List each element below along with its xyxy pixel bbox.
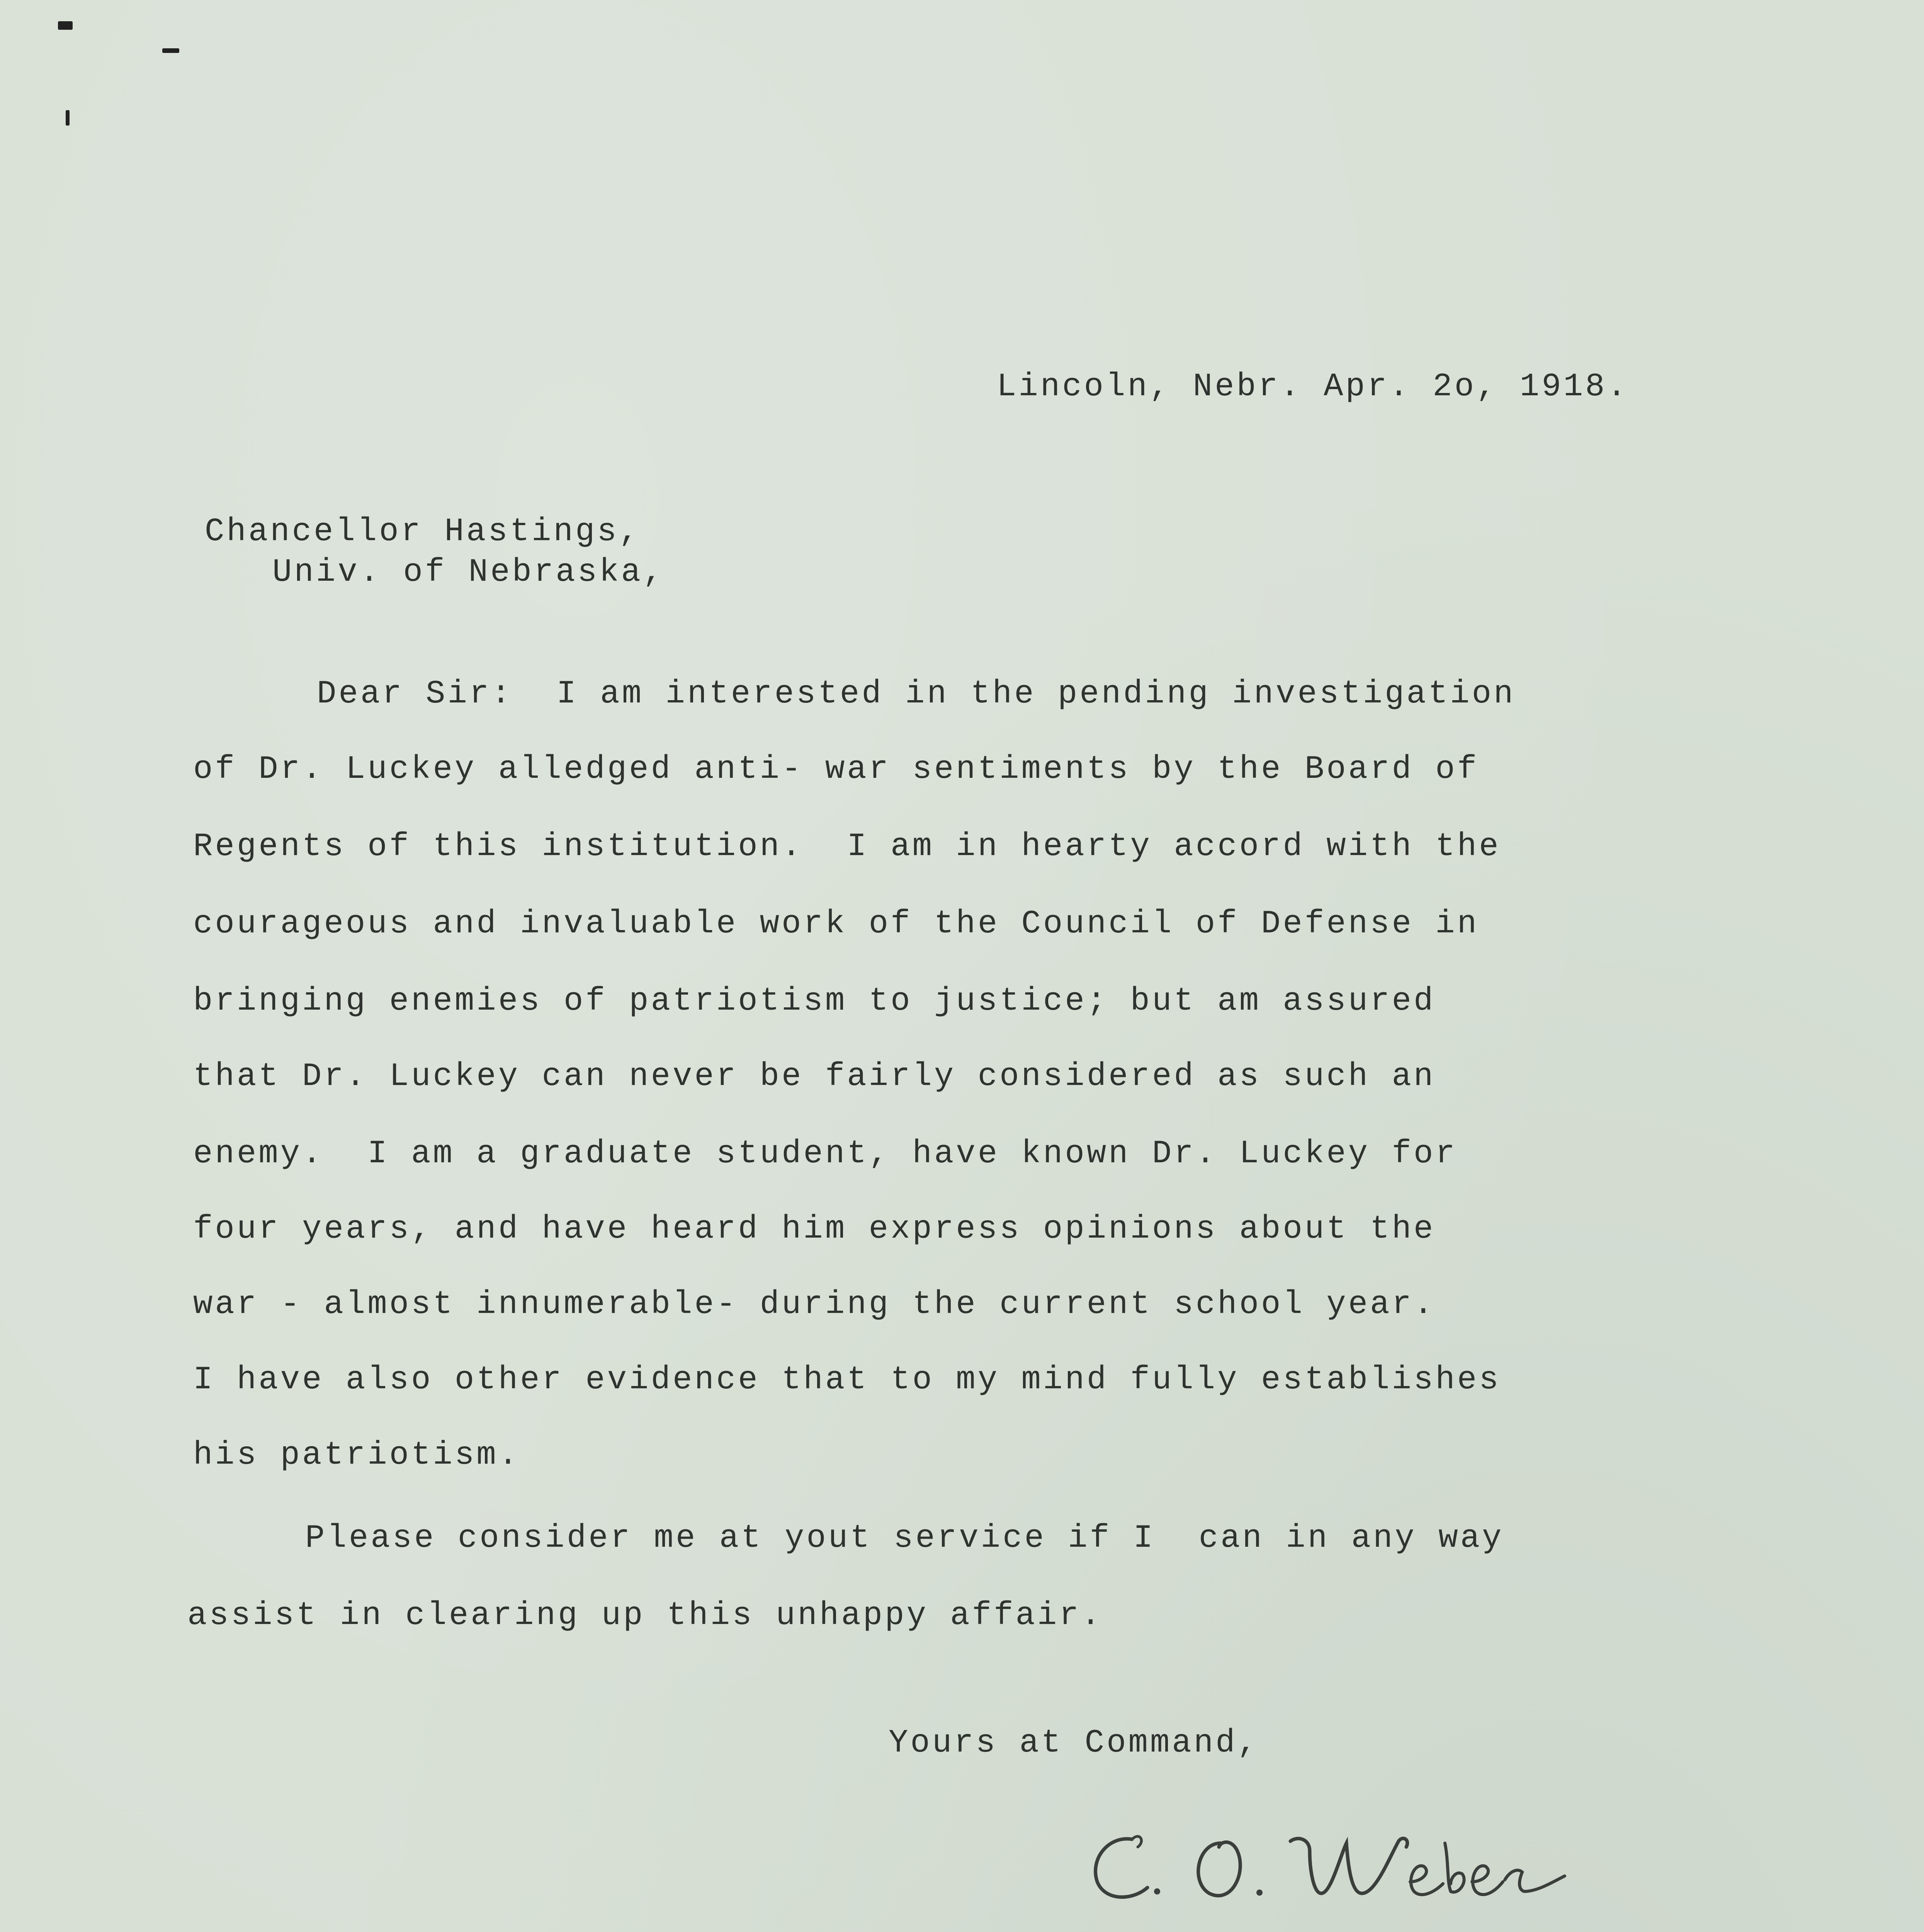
body-line: that Dr. Luckey can never be fairly considered as such an [193, 1058, 1436, 1095]
body-line: Regents of this institution. I am in hearty accord with the [193, 828, 1501, 865]
signature [1074, 1804, 1615, 1920]
edge-mark-top [58, 21, 73, 30]
body-line: I have also other evidence that to my mind fully establishes [193, 1362, 1501, 1398]
body-line: war - almost innumerable- during the current school year. [193, 1286, 1436, 1323]
body-line: courageous and invaluable work of the Council of Defense in [193, 906, 1479, 942]
recipient-institution: Univ. of Nebraska, [272, 554, 665, 591]
body-line: assist in clearing up this unhappy affair. [187, 1597, 1103, 1634]
edge-mark-small [66, 110, 70, 126]
body-line: bringing enemies of patriotism to justice; but am assured [193, 983, 1436, 1020]
body-line: Dear Sir: I am interested in the pending investigation [317, 676, 1516, 713]
body-line: Please consider me at yout service if I can in any way [305, 1520, 1504, 1557]
body-line: his patriotism. [193, 1437, 520, 1474]
body-line: four years, and have heard him express opinions about the [193, 1211, 1436, 1248]
dateline: Lincoln, Nebr. Apr. 2o, 1918. [997, 369, 1629, 405]
recipient-name: Chancellor Hastings, [205, 514, 641, 550]
body-line: enemy. I am a graduate student, have known Dr. Luckey for [193, 1136, 1457, 1172]
body-line: of Dr. Luckey alledged anti- war sentiments by the Board of [193, 751, 1479, 788]
edge-mark-dash [162, 48, 179, 53]
closing: Yours at Command, [889, 1725, 1259, 1762]
